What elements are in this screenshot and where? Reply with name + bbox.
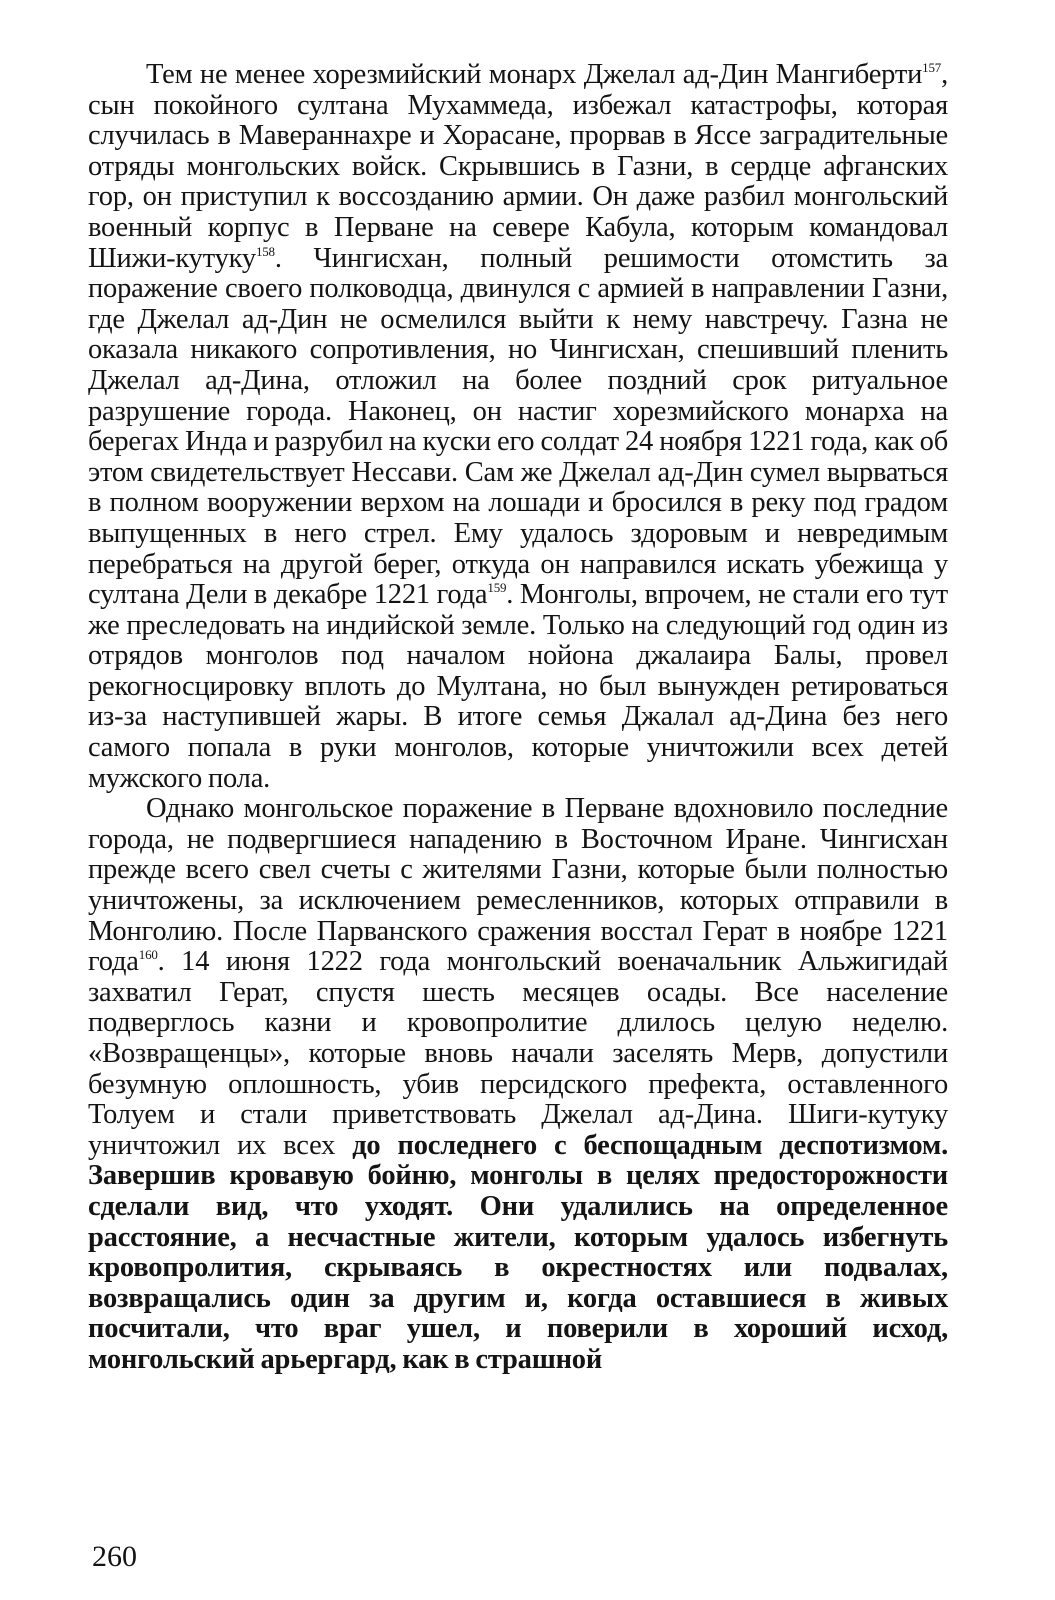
paragraph-1-text-3: . Чингисхан, полный решимости отомстить за поражение своего полководца, двинулся с армией в направлении Газни, где Джелал ад-Дин не осмелился выйти к нему навстречу. Газна не оказала никакого сопротивления, но Чингисхан, спешивший пленить Джелал ад-Дина, отложил на более поздний срок ритуальное разрушение города. Наконец, он настиг хорезмийского монарха на берегах Инда и разрубил на куски его солдат 24 ноября 1221 года, как об этом свидетельствует Нессави. Сам же Джелал ад-Дин сумел вырваться в полном вооружении верхом на лошади и бросился в реку под градом выпущенных в него стрел. Ему удалось здоровым и невредимым перебраться на другой берег, откуда он направился искать убежища у султана Дели в декабре 1221 года xyxy=(88,242,948,611)
footnote-ref-157: 157 xyxy=(922,60,942,75)
paragraph-2 xyxy=(88,794,948,1375)
paragraph-2-text-bold: до последнего с беспощадным деспотизмом. Завершив кровавую бойню, монголы в целях предосторожности сделали вид, что уходят. Они удалились на определенное расстояние, а несчастные жители, которым удалось избегнуть кровопролития, скрываясь в окрестностях или подвалах, возвращались один за другим и, когда оставшиеся в живых посчитали, что враг ушел, и поверили в хороший исход, монгольский арьергард, как в страшной xyxy=(88,1129,948,1375)
paragraph-1-text-1: Тем не менее хорезмийский монарх Джелал ад-Дин Мангиберти xyxy=(146,59,923,90)
footnote-ref-160: 160 xyxy=(138,947,158,963)
paragraph-1-text-2: , сын покойного султана Мухаммеда, избежал катастрофы, которая случилась в Мавераннахре и Хорасане, прорвав в Яссе заградительные отряды монгольских войск. Скрывшись в Газни, в сердце афганских гор, он приступил к воссозданию армии. Он даже разбил монгольский военный корпус в Перване на севере Кабула, которым командовал Шижи-кутуку xyxy=(88,59,948,274)
footnote-ref-159: 159 xyxy=(487,580,507,596)
paragraph-1 xyxy=(88,60,948,794)
page-text-body xyxy=(88,60,948,1376)
footnote-ref-158: 158 xyxy=(255,243,275,259)
page-number: 260 xyxy=(92,1540,137,1573)
paragraph-2-text-2: . 14 июня 1222 года монгольский военачальник Альжигидай захватил Герат, спустя шесть месяцев осады. Все население подверглось казни и кровопролитие длилось целую неделю. «Возвращенцы», которые вновь начали заселять Мерв, допустили безумную оплошность, убив персидского префекта, оставленного Толуем и стали приветствовать Джелал ад-Дина. Шиги-кутуку уничтожил их всех xyxy=(88,946,948,1161)
paragraph-2-text-1: Однако монгольское поражение в Перване вдохновило последние города, не подвергшиеся нападению в Восточном Иране. Чингисхан прежде всего свел счеты с жителями Газни, которые были полностью уничтожены, за исключением ремесленников, которых отправили в Монголию. После Парванского сражения восстал Герат в ноябре 1221 года xyxy=(88,793,948,978)
paragraph-1-text-4: . Монголы, впрочем, не стали его тут же преследовать на индийской земле. Только на следующий год один из отрядов монголов под началом нойона джалаира Балы, провел рекогносцировку вплоть до Мултана, но был вынужден ретироваться из-за наступившей жары. В итоге семья Джалал ад-Дина без него самого попала в руки монголов, которые уничтожили всех детей мужского пола. xyxy=(88,579,948,794)
